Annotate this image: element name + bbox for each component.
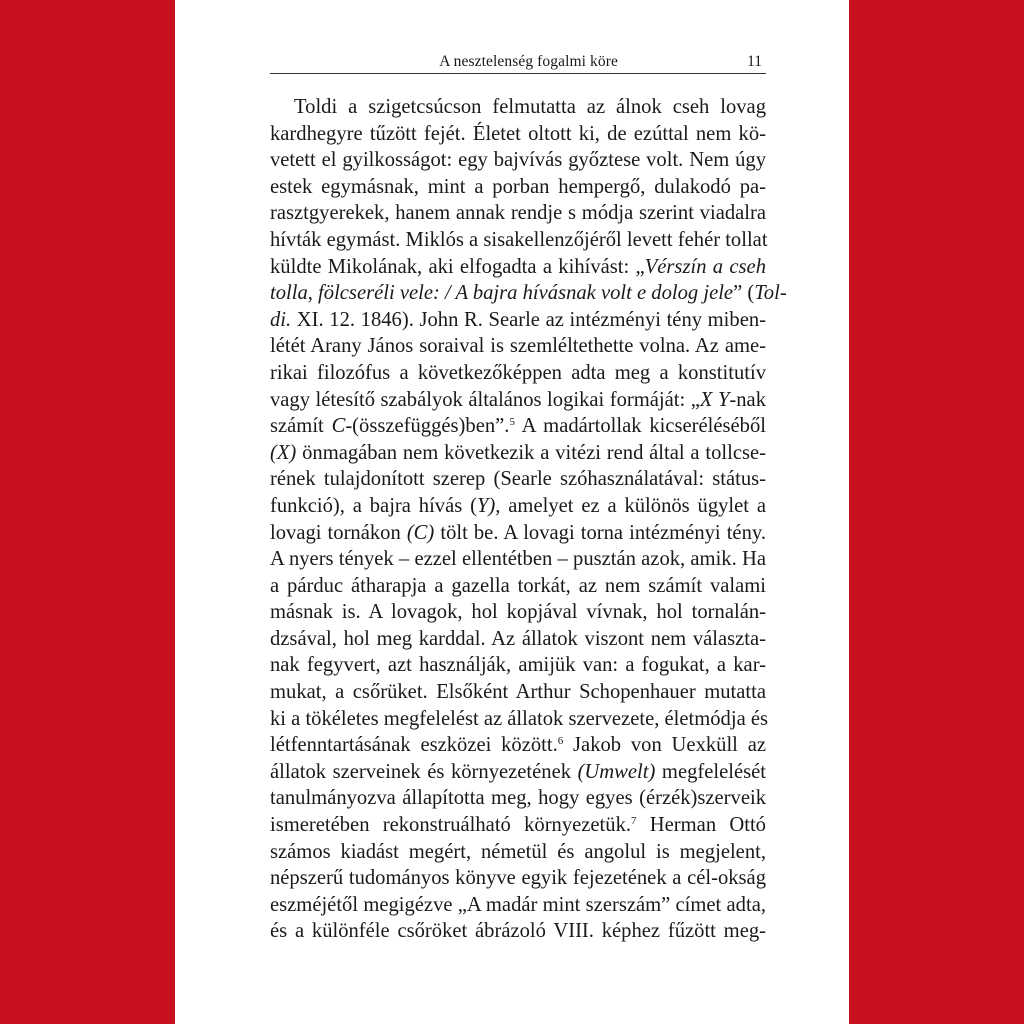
text-line [270, 307, 766, 334]
text-line [270, 573, 766, 600]
text-segment: ” ( [733, 282, 755, 305]
text-segment: rének tulajdonított szerep (Searle szóhasználatával: státus- [270, 468, 766, 491]
page-number: 11 [747, 53, 762, 70]
page-header [270, 52, 766, 72]
text-segment: A madártollak kicseréléséből [514, 415, 766, 438]
text-line [270, 785, 766, 812]
text-line [270, 413, 766, 440]
text-line [270, 679, 766, 706]
italic-text: Vérszín a cseh [644, 255, 766, 278]
text-segment: vetett el gyilkosságot: egy bajvívás győztese volt. Nem úgy [270, 149, 766, 172]
text-segment: rikai filozófus a következőképpen adta meg a konstitutív [270, 361, 766, 384]
running-title: A nesztelenség fogalmi köre [439, 53, 618, 70]
text-segment: létfenntartásának eszközei között. [270, 734, 558, 757]
italic-text: Y), [476, 494, 501, 517]
text-line [270, 333, 766, 360]
text-line [270, 466, 766, 493]
text-segment: ismeretében rekonstruálható környezetük. [270, 814, 632, 837]
text-segment: létét Arany János soraival is szemléltethette volna. Az ame- [270, 335, 766, 358]
text-line [270, 546, 766, 573]
text-line [270, 200, 766, 227]
footnote-reference: 6 [557, 735, 564, 748]
text-segment: amelyet ez a különös ügylet a [500, 494, 767, 517]
text-line [270, 626, 766, 653]
text-line [270, 759, 766, 786]
text-segment: Herman Ottó [636, 814, 766, 837]
header-rule [270, 73, 766, 74]
text-line [270, 892, 766, 919]
italic-text: (C) [406, 521, 435, 544]
italic-text: Tol- [754, 282, 787, 305]
text-line [270, 839, 766, 866]
text-segment: népszerű tudományos könyve egyik fejezetének a cél-okság [270, 867, 766, 890]
book-page [175, 0, 849, 1024]
text-segment: Toldi a szigetcsúcson felmutatta az álnok cseh lovag [294, 96, 766, 118]
text-line [270, 732, 766, 759]
text-segment: funkció), a bajra hívás ( [270, 494, 477, 517]
text-segment: A nyers tények – ezzel ellentétben – pusztán azok, amik. Ha [270, 548, 766, 571]
text-segment: hívták egymást. Miklós a sisakellenzőjéről levett fehér tollat [270, 228, 768, 251]
text-segment: tölt be. A lovagi torna intézményi tény. [434, 521, 766, 544]
text-line [270, 865, 766, 892]
italic-text: tolla, fölcseréli vele: / A bajra hívásnak volt e dolog jele [270, 282, 734, 305]
text-segment: -nak [729, 388, 766, 411]
text-line [270, 254, 766, 281]
text-line [270, 652, 766, 679]
text-segment: küldte Mikolának, aki elfogadta a kihívást: „ [270, 255, 645, 278]
text-line [270, 812, 766, 839]
text-line [270, 599, 766, 626]
text-segment: ki a tökéletes megfelelést az állatok szervezete, életmódja és [270, 707, 769, 730]
italic-text: di. [270, 308, 292, 331]
italic-text: C [331, 415, 346, 438]
text-line [270, 227, 766, 254]
text-line [270, 520, 766, 547]
text-segment: számít [270, 415, 332, 438]
footnote-reference: 7 [631, 815, 637, 828]
text-line [270, 121, 766, 148]
text-segment: tanulmányozva állapította meg, hogy egyes (érzék)szerveik [270, 787, 766, 810]
text-segment: másnak is. A lovagok, hol kopjával vívnak, hol tornalán- [270, 601, 766, 624]
italic-text: (X) [270, 441, 297, 464]
body-text [270, 94, 787, 945]
text-segment: rasztgyerekek, hanem annak rendje s módja szerint viadalra [270, 202, 766, 225]
text-segment: megfelelését [655, 760, 766, 783]
text-segment: mukat, a csőrüket. Elsőként Arthur Schopenhauer mutatta [270, 681, 766, 704]
text-segment: eszméjétől megigézve „A madár mint szerszám” címet adta, [270, 893, 766, 916]
text-line [270, 918, 766, 945]
text-segment: dzsával, hol meg karddal. Az állatok viszont nem választa- [270, 627, 766, 650]
text-segment: -(összefüggés)ben”. [345, 415, 510, 438]
italic-text: X Y [699, 388, 730, 411]
text-line [270, 387, 766, 414]
text-line [270, 147, 766, 174]
text-segment: állatok szerveinek és környezetének [270, 760, 578, 783]
text-segment: a párduc átharapja a gazella torkát, az nem számít valami [270, 574, 766, 597]
text-segment: Jakob von Uexküll az [563, 734, 766, 757]
text-line [270, 174, 766, 201]
text-line [270, 360, 766, 387]
text-segment: lovagi tornákon [270, 521, 407, 544]
text-segment: nak fegyvert, azt használják, amijük van: a fogukat, a kar- [270, 654, 766, 677]
text-line [270, 280, 787, 307]
footnote-reference: 5 [509, 416, 515, 429]
text-segment: számos kiadást megért, németül és angolul is megjelent, [270, 840, 766, 863]
text-segment: XI. 12. 1846). John R. Searle az intézményi tény miben- [291, 308, 766, 331]
text-segment: vagy létesítő szabályok általános logikai formáját: „ [270, 388, 700, 411]
text-segment: kardhegyre tűzött fejét. Életet oltott ki, de ezúttal nem kö- [270, 122, 766, 145]
text-segment: estek egymásnak, mint a porban hempergő, dulakodó pa- [270, 175, 766, 198]
text-line [270, 94, 766, 121]
text-segment: és a különféle csőröket ábrázoló VIII. képhez fűzött meg- [270, 920, 766, 943]
text-segment: önmagában nem következik a vitézi rend által a tollcse- [296, 441, 766, 464]
text-line [270, 440, 766, 467]
text-line [270, 706, 769, 733]
italic-text: (Umwelt) [577, 760, 656, 783]
text-line [270, 493, 766, 520]
